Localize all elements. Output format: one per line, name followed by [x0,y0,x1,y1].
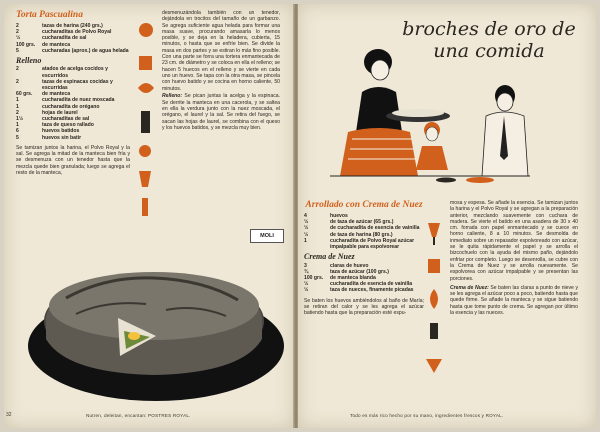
ingredient-text: de taza de azúcar (65 grs.) [330,219,394,226]
ingredient-text: de cucharadita de esencia de vainilla [330,225,420,232]
ingredient-text: atados de acelga cocidos y escurridos [42,66,108,79]
left-column-2 [162,10,280,133]
ingredient-quantity: 2 [16,23,19,29]
ingredient-text: taza de queso rallado [42,122,94,129]
ingredient-quantity: 3 [304,262,307,269]
crema-ingredients-list [304,263,424,294]
left-page-number: 32 [6,412,12,418]
torta-pascualina-title: Torta Pascualina [16,10,83,20]
ingredient-quantity: 2 [16,109,19,116]
torta-ingredients-list [16,23,130,54]
ingredient-item [304,238,424,250]
arrollado-ingredients-list [304,213,424,250]
ingredient-quantity: 5 [16,47,19,54]
ingredient-quantity: 5 [16,134,19,141]
ingredient-quantity: ½ [304,281,309,288]
right-page-footer: Todo es más rico hecho por su mano, ingredientes frescos y ROYAL. [350,413,504,418]
relleno-method-label: Relleno: [162,93,183,100]
ingredient-text: huevos batidos [42,128,80,135]
ingredient-text: taza de nueces, finamente picadas [330,287,414,294]
ingredient-quantity: 1 [16,122,19,129]
ingredient-quantity: ¾ [304,268,309,275]
ingredient-quantity: ½ [304,225,309,232]
ingredient-text: taza de azúcar (100 grs.) [330,268,389,275]
ingredient-text: cucharadita de esencia de vainilla [330,281,413,288]
ingredient-item [16,66,130,78]
ingredient-item [304,287,424,293]
ingredient-item [16,135,130,141]
relleno-method-text: Se pican juntas la acelga y la espinaca. Se derrite la manteca en una cacerola, y se saltea en ella la verdura junto con la nuez moscada, el orégano, el laurel y la sal. Se retira del fuego, se sacan las hojas de laurel, se combina con el queso y los huevos batidos, y se mezcla muy bien. [162,93,280,131]
ingredient-text: cucharadita de nuez moscada [42,97,115,104]
watermark-badge: MOLI [250,229,284,243]
ingredient-text: cucharadas (aprox.) de agua helada [42,47,129,54]
right-column-2 [450,200,578,318]
relleno-subtitle: Relleno [16,56,42,66]
ingredient-quantity: ½ [16,35,21,42]
ingredient-text: huevos sin batir [42,134,82,141]
crema-method-text: Se baten las claras a punto de nieve y se les agrega el azúcar poco a poco, batiendo hasta que quede firme. Se añade la manteca y se sigue batiendo hasta que tome punto de crema. Se agregan por último la esencia y las nueces. [450,284,579,317]
ingredient-text: cucharaditas de Polvo Royal [42,29,112,36]
ingredient-quantity: ½ [304,231,309,238]
ingredient-quantity: 100 grs. [304,274,324,281]
ingredient-quantity: ½ [304,287,309,294]
ingredient-text: de taza de harina (80 grs.) [330,231,393,238]
left-page [4,4,294,428]
ingredient-text: cucharadita de sal [42,35,87,42]
left-page-footer: Nutren, deleitan, encantan: POSTRES ROYAL. [86,413,191,418]
title-line-1: broches de oro de [402,18,576,40]
glassware-illustration [422,219,446,389]
crema-de-nuez-subtitle: Crema de Nuez [304,252,355,262]
ingredient-text: tazas de harina (240 grs.) [42,23,103,29]
ingredient-quantity: 100 grs. [16,41,36,48]
ingredient-quantity: 1 [16,103,19,110]
ingredient-quantity: ½ [304,219,309,226]
ingredient-quantity: 2 [16,78,19,85]
ingredient-quantity: 2 [16,29,19,36]
ingredient-text: de manteca blanda [330,274,376,281]
left-column-1 [16,10,130,178]
ingredient-quantity: 60 grs. [16,91,33,98]
ingredient-text: cucharadita de Polvo Royal azúcar impalpable para espolvorear [330,237,415,251]
ingredient-quantity: 1½ [16,115,24,122]
ingredient-item [16,48,130,54]
ingredient-item [16,79,130,91]
right-column-1 [304,200,424,318]
title-line-2: una comida [433,40,545,62]
torta-pascualina-photo [6,226,292,406]
ingredient-text: huevos [330,213,348,219]
pastry-tools-illustration [130,16,160,221]
torta-method-continued: desmenuzándola también con un tenedor, dejándola en trocitos del tamaño de un garbanzo. Se agrega suficiente agua helada para formar una masa suave, procurando amasarla lo menos posible, y se deja en la heladera, cubierta, 15 minutos, o hasta que se enfríe bien. Se divide la masa en dos partes y se estiran lo más fino posible. Con una parte se forra una tortera enmantecada de 23 cm. de diámetro y se coloca en ella el relleno; se hacen 5 huecos en el relleno y se vierte en cada uno un huevo. Se tapa con la otra masa, se pincela con huevo batido y se cocina en horno caliente, 50 minutos. [162,10,280,92]
ingredient-text: tazas de espinacas cocidas y escurridas [42,78,113,91]
arrollado-title: Arrollado con Crema de Nuez [305,200,423,210]
ingredient-text: hojas de laurel [42,109,78,116]
ingredient-quantity: 4 [304,213,307,219]
family-dessert-illustration [300,34,540,194]
ingredient-text: cucharadita de orégano [42,103,100,110]
right-page [298,4,596,428]
ingredient-quantity: 6 [16,128,19,135]
ingredient-text: claras de huevo [330,262,369,269]
arrollado-method-intro: Se baten los huevos ambiéndolos al baño de María; se retiran del calor y se les agrega el azúcar batiendo hasta que la preparación esté espu- [304,297,424,317]
ingredient-quantity: 2 [16,66,19,73]
torta-method-intro: Se tamizan juntos la harina, el Polvo Royal y la sal. Se agrega la mitad de la manteca bien fría y se desmenuza con un tenedor hasta que la mezcla quede bien granulada; luego se agrega el resto de la manteca, [16,144,130,176]
ingredient-text: de manteca [42,41,71,48]
crema-method-label: Crema de Nuez: [450,284,489,291]
ingredient-quantity: 1 [304,237,307,244]
relleno-ingredients-list [16,66,130,140]
arrollado-method-continued: mosa y espesa. Se añade la esencia. Se tamizan juntos la harina y el Polvo Royal y se agregan a la preparación anterior, mezclando suavemente con cuchara de madera. Se vierte el batido en una asadera de 30 x 40 cm. forrada con papel enmantecado y se cuece en horno caliente, 8 a 10 minutos. Se desmolda de inmediato sobre un repasador espolvoreado con azúcar, se le quita rápidamente el papel y se arrolla el bizcochuelo con la ayuda del mismo paño, dejándolo enfriar por completo. Luego se desenrolla, se cubre con la Crema de Nuez y se arrolla nuevamente. Se espolvorea con azúcar impalpable y se presentan las porciones. [450,200,578,282]
ingredient-text: cucharaditas de sal [42,115,90,122]
ingredient-quantity: 1 [16,97,19,104]
ingredient-text: de manteca [42,91,71,98]
